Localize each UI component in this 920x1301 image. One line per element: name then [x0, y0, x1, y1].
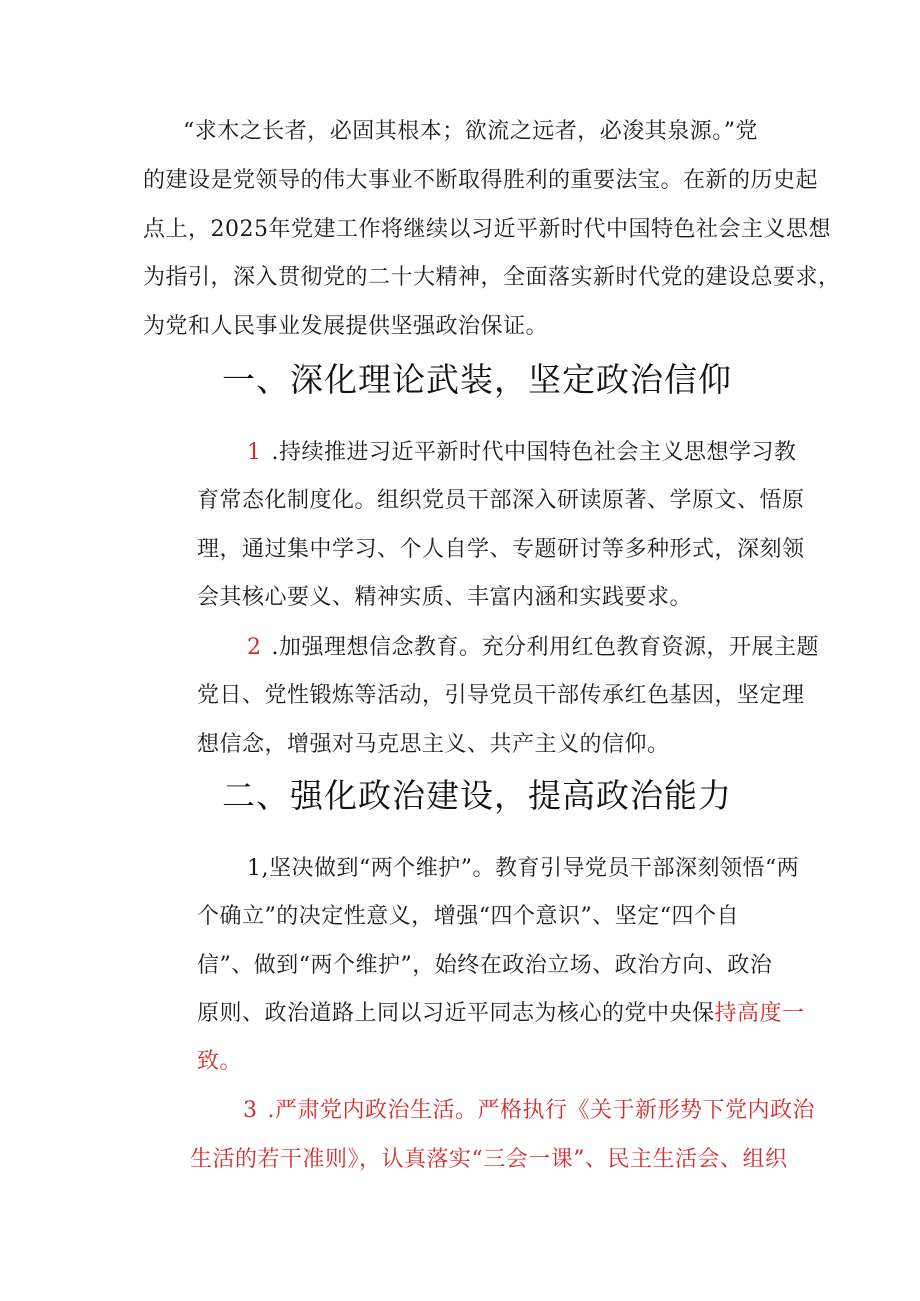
intro-line-2: 的建设是党领导的伟大事业不断取得胜利的重要法宝。在新的历史起 — [143, 168, 819, 193]
s2-item1-line-4 — [197, 999, 805, 1029]
s2-item3-first-line — [243, 1096, 815, 1126]
s2-item3-number: 3 — [243, 1098, 258, 1123]
s1-item2-line-3: 想信念，增强对马克思主义、共产主义的信仰。 — [197, 732, 670, 757]
intro-line-3: 点上，2025年党建工作将继续以习近平新时代中国特色社会主义思想 — [143, 217, 831, 242]
s1-item2-line-2: 党日、党性锻炼等活动，引导党员干部传承红色基因，坚定理 — [197, 683, 805, 708]
intro-line-1: “求木之长者，必固其根本；欲流之远者，必浚其泉源。”党 — [183, 119, 758, 144]
s1-item1-first-text: .持续推进习近平新时代中国特色社会主义思想学习教 — [271, 440, 797, 465]
s2-item1-line-4-red: 持高度一 — [714, 1001, 805, 1026]
s1-item1-first-line — [247, 438, 797, 468]
s1-item2-first-text: .加强理想信念教育。充分利用红色教育资源，开展主题 — [271, 635, 819, 660]
s1-item1-line-2: 育常态化制度化。组织党员干部深入研读原著、学原文、悟原 — [197, 488, 805, 513]
s2-item1-line-3: 信”、做到“两个维护”，始终在政治立场、政治方向、政治 — [197, 953, 773, 978]
s2-item1-line-2: 个确立”的决定性意义，增强“四个意识”、坚定“四个自 — [197, 904, 739, 929]
section-heading-1: 一、深化理论武装，坚定政治信仰 — [222, 360, 732, 399]
section-heading-2: 二、强化政治建设，提高政治能力 — [222, 776, 732, 815]
intro-line-4: 为指引，深入贯彻党的二十大精神，全面落实新时代党的建设总要求， — [143, 265, 841, 290]
s2-item1-line-5: 致。 — [197, 1049, 243, 1074]
s1-item2-number: 2 — [247, 635, 262, 660]
s1-item1-line-4: 会其核心要义、精神实质、丰富内涵和实践要求。 — [197, 585, 693, 610]
s2-item1-first-line: 1,坚决做到“两个维护”。教育引导党员干部深刻领悟“两 — [247, 856, 800, 881]
s2-item3-line-2: 生活的若干准则》，认真落实“三会一课”、民主生活会、组织 — [190, 1147, 788, 1172]
s2-item1-line-4-black: 原则、政治道路上同以习近平同志为核心的党中央保 — [197, 1001, 715, 1026]
s2-item3-first-text: .严肃党内政治生活。严格执行《关于新形势下党内政治 — [267, 1098, 815, 1123]
s1-item2-first-line — [247, 633, 819, 663]
s1-item1-number: 1 — [247, 440, 262, 465]
intro-line-5: 为党和人民事业发展提供坚强政治保证。 — [143, 314, 549, 339]
s1-item1-line-3: 理，通过集中学习、个人自学、专题研讨等多种形式，深刻领 — [197, 537, 805, 562]
